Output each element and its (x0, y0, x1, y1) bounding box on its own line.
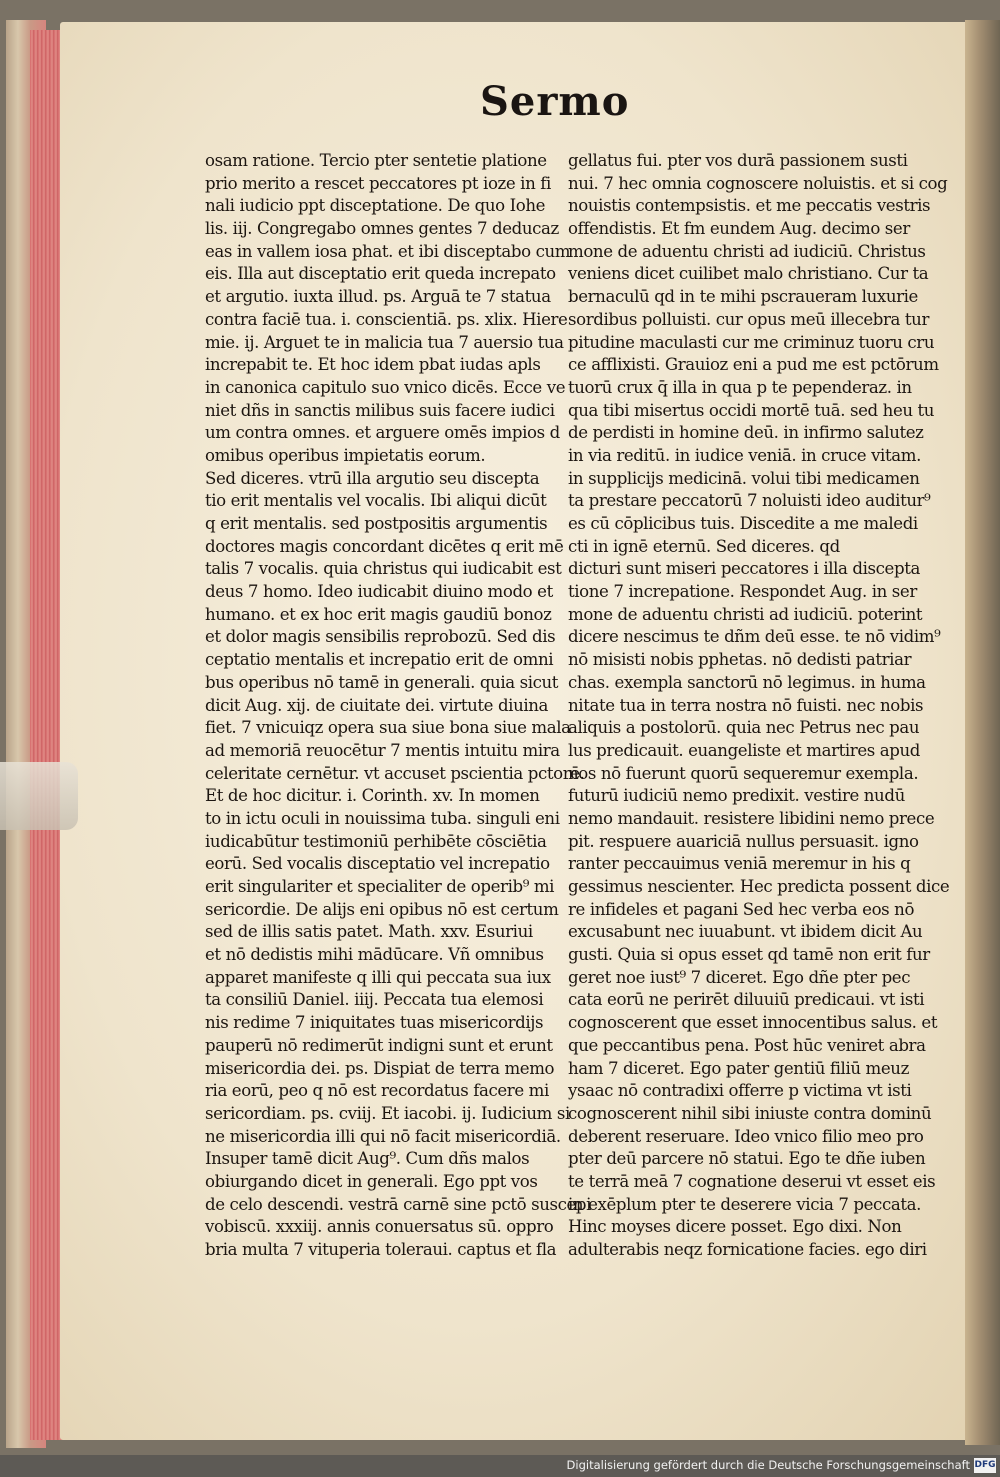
text-line: eas in vallem iosa phat. et ibi disceptabo cum (205, 241, 571, 261)
text-line: ceptatio mentalis et increpatio erit de omni (205, 650, 554, 670)
text-line: tione 7 increpatione. Respondet Aug. in ser (568, 582, 917, 602)
text-line: increpabit te. Et hoc idem pbat iudas apls (205, 355, 541, 375)
text-line: cata eorū ne perirēt diluuiū predicaui. vt isti (568, 990, 925, 1010)
text-line: cti in ignē eternū. Sed diceres. qd (568, 536, 840, 556)
text-line: futurū iudiciū nemo predixit. vestire nudū (568, 786, 905, 806)
text-line: nouistis contempsistis. et me peccatis vestris (568, 196, 931, 216)
text-line: de celo descendi. vestrā carnē sine pctō suscepi (205, 1194, 592, 1214)
text-line: bernaculū qd in te mihi pscraueram luxurie (568, 287, 918, 307)
text-line: excusabunt nec iuuabunt. vt ibidem dicit Au (568, 922, 923, 942)
left-text-column (205, 150, 592, 1262)
text-line: ranter peccauimus veniā meremur in his q (568, 854, 911, 874)
bookmark-clip (0, 762, 78, 830)
text-line: ysaac nō contradixi offerre p victima vt isti (568, 1081, 912, 1101)
text-line: q erit mentalis. sed postpositis argumentis (205, 514, 548, 533)
text-line: humano. et ex hoc erit magis gaudiū bonoz (205, 604, 552, 624)
text-line: tuorū crux q̄ illa in qua p te pependeraz. in (568, 377, 912, 397)
text-line: in supplicijs medicinā. volui tibi medicamen (568, 468, 920, 488)
text-line: obiurgando dicet in generali. Ego ppt vos (205, 1171, 538, 1191)
text-line: to in ictu oculi in nouissima tuba. singuli eni (205, 808, 560, 828)
text-line: omibus operibus impietatis eorum. (205, 445, 486, 465)
text-line: sericordie. De alijs eni opibus nō est certum (205, 899, 559, 919)
text-line: gessimus nescienter. Hec predicta possent dice (568, 877, 950, 896)
footer-bar (0, 1455, 1000, 1477)
text-line: dicere nescimus te dñm deū esse. te nō vidim⁹ (568, 627, 941, 647)
text-line: deus 7 homo. Ideo iudicabit diuino modo et (205, 582, 553, 602)
text-line: ta consiliū Daniel. iiij. Peccata tua elemosi (205, 990, 544, 1010)
text-line: in canonica capitulo suo vnico dicēs. Ecce ve (205, 377, 566, 397)
text-line: nis redime 7 iniquitates tuas misericordijs (205, 1013, 544, 1033)
text-line: es cū cōplicibus tuis. Discedite a me maledi (568, 514, 918, 533)
text-line: nali iudicio ppt disceptatione. De quo Iohe (205, 196, 546, 216)
text-line: sed de illis satis patet. Math. xxv. Esuriui (205, 922, 533, 942)
text-line: contra faciē tua. i. conscientiā. ps. xlix. Hiere (205, 309, 568, 329)
text-line: nemo mandauit. resistere libidini nemo prece (568, 808, 935, 828)
text-line: adulterabis neqz fornicatione facies. ego diri (568, 1240, 927, 1259)
text-line: tio erit mentalis vel vocalis. Ibi aliqui dicūt (205, 491, 547, 511)
text-line: mie. ij. Arguet te in malicia tua 7 auersio tua (205, 332, 564, 352)
text-line: geret noe iust⁹ 7 diceret. Ego dñe pter pec (568, 967, 911, 987)
text-line: in exēplum pter te deserere vicia 7 peccata. (568, 1194, 921, 1214)
text-line: doctores magis concordant dicētes q erit mē (205, 536, 564, 556)
text-line: lus predicauit. euangeliste et martires apud (568, 740, 920, 760)
text-line: dicit Aug. xij. de ciuitate dei. virtute diuina (205, 695, 549, 715)
text-line: chas. exempla sanctorū nō legimus. in huma (568, 672, 926, 692)
text-line: lis. iij. Congregabo omnes gentes 7 deducaz (205, 219, 559, 239)
text-line: ne misericordia illi qui nō facit misericordiā. (205, 1126, 561, 1146)
funding-credit: Digitalisierung gefördert durch die Deutsche Forschungsgemeinschaft (566, 1458, 970, 1472)
text-line: niet dñs in sanctis milibus suis facere iudici (205, 400, 555, 420)
text-line: bria multa 7 vituperia toleraui. captus et fla (205, 1240, 557, 1259)
text-line: pit. respuere auariciā nullus persuasit. igno (568, 831, 919, 851)
text-line: nui. 7 hec omnia cognoscere noluistis. et si cog (568, 173, 948, 193)
text-line: qua tibi misertus occidi mortē tuā. sed heu tu (568, 400, 935, 420)
text-line: ad memoriā reuocētur 7 mentis intuitu mira (205, 740, 560, 760)
text-line: gellatus fui. pter vos durā passionem susti (568, 151, 908, 170)
dfg-logo: DFG (974, 1458, 996, 1473)
text-line: bus operibus nō tamē in generali. quia sicut (205, 672, 559, 692)
right-text-column (568, 150, 950, 1262)
text-line: Sed diceres. vtrū illa argutio seu discepta (205, 468, 540, 488)
text-line: um contra omnes. et arguere omēs impios d (205, 423, 560, 443)
text-line: eorū. Sed vocalis disceptatio vel increpatio (205, 854, 550, 874)
text-line: sericordiam. ps. cviij. Et iacobi. ij. Iudicium si (205, 1103, 570, 1123)
text-line: gusti. Quia si opus esset qd tamē non erit fur (568, 945, 930, 965)
text-line: deberent reseruare. Ideo vnico filio meo pro (568, 1126, 924, 1146)
text-line: fiet. 7 vnicuiqz opera sua siue bona siue mala (205, 718, 571, 738)
text-line: pter deū parcere nō statui. Ego te dñe iuben (568, 1149, 926, 1169)
text-line: prio merito a rescet peccatores pt ioze in fi (205, 173, 551, 193)
text-line: re infideles et pagani Sed hec verba eos nō (568, 899, 915, 919)
text-line: dicturi sunt miseri peccatores i illa discepta (568, 559, 920, 579)
text-line: mone de aduentu christi ad iudiciū. Christus (568, 241, 926, 261)
text-line: nitate tua in terra nostra nō fuisti. nec nobis (568, 695, 924, 715)
text-line: talis 7 vocalis. quia christus qui iudicabit est (205, 559, 562, 579)
text-line: veniens dicet cuilibet malo christiano. Cur ta (568, 264, 929, 284)
text-line: in via reditū. in iudice veniā. in cruce vitam. (568, 445, 921, 465)
text-line: ce afflixisti. Grauioz eni a pud me est pctōrum (568, 355, 939, 375)
text-line: pitudine maculasti cur me criminuz tuoru cru (568, 332, 935, 352)
text-line: mone de aduentu christi ad iudiciū. poterint (568, 604, 923, 624)
text-line: Insuper tamē dicit Aug⁹. Cum dñs malos (205, 1149, 530, 1169)
text-line: et dolor magis sensibilis reprobozū. Sed dis (205, 627, 556, 647)
text-line: aliquis a postolorū. quia nec Petrus nec pau (568, 718, 920, 738)
text-line: eis. Illa aut disceptatio erit queda increpato (205, 264, 556, 284)
text-line: ham 7 diceret. Ego pater gentiū filiū meuz (568, 1058, 909, 1078)
text-line: ria eorū, peo q nō est recordatus facere mi (205, 1081, 549, 1101)
text-line: vobiscū. xxxiij. annis conuersatus sū. oppro (205, 1217, 554, 1237)
text-line: cognoscerent nihil sibi iniuste contra dominū (568, 1103, 932, 1123)
text-line: misericordia dei. ps. Dispiat de terra memo (205, 1058, 555, 1078)
text-line: et argutio. iuxta illud. ps. Arguā te 7 statua (205, 287, 551, 307)
text-line: te terrā meā 7 cognatione deserui vt esset eis (568, 1171, 936, 1191)
binding-shadow (965, 20, 1000, 1445)
text-line: osam ratione. Tercio pter sentetie platione (205, 151, 547, 170)
text-line: iudicabūtur testimoniū perhibēte cōsciētia (205, 831, 547, 851)
text-line: sordibus polluisti. cur opus meū illecebra tur (568, 309, 929, 329)
text-line: pauperū nō redimerūt indigni sunt et erunt (205, 1035, 553, 1055)
text-line: nos nō fuerunt quorū sequeremur exempla. (568, 763, 919, 783)
text-line: ta prestare peccatorū 7 noluisti ideo auditur⁹ (568, 491, 931, 511)
text-line: offendistis. Et fm eundem Aug. decimo ser (568, 219, 910, 239)
text-line: nō misisti nobis pphetas. nō dedisti patriar (568, 650, 912, 670)
text-line: que peccantibus pena. Post hūc veniret abra (568, 1035, 926, 1055)
text-line: celeritate cernētur. vt accuset pscientia pctorē. (205, 763, 585, 783)
page-heading: Sermo (480, 78, 630, 125)
text-line: erit singulariter et specialiter de operib⁹ mi (205, 877, 555, 896)
text-line: de perdisti in homine deū. in infirmo salutez (568, 423, 924, 443)
text-line: Et de hoc dicitur. i. Corinth. xv. In momen (205, 786, 540, 806)
text-line: apparet manifeste q illi qui peccata sua iux (205, 967, 551, 987)
text-line: cognoscerent que esset innocentibus salus. et (568, 1013, 938, 1033)
text-line: et nō dedistis mihi mādūcare. Vñ omnibus (205, 945, 544, 965)
text-line: Hinc moyses dicere posset. Ego dixi. Non (568, 1217, 902, 1237)
